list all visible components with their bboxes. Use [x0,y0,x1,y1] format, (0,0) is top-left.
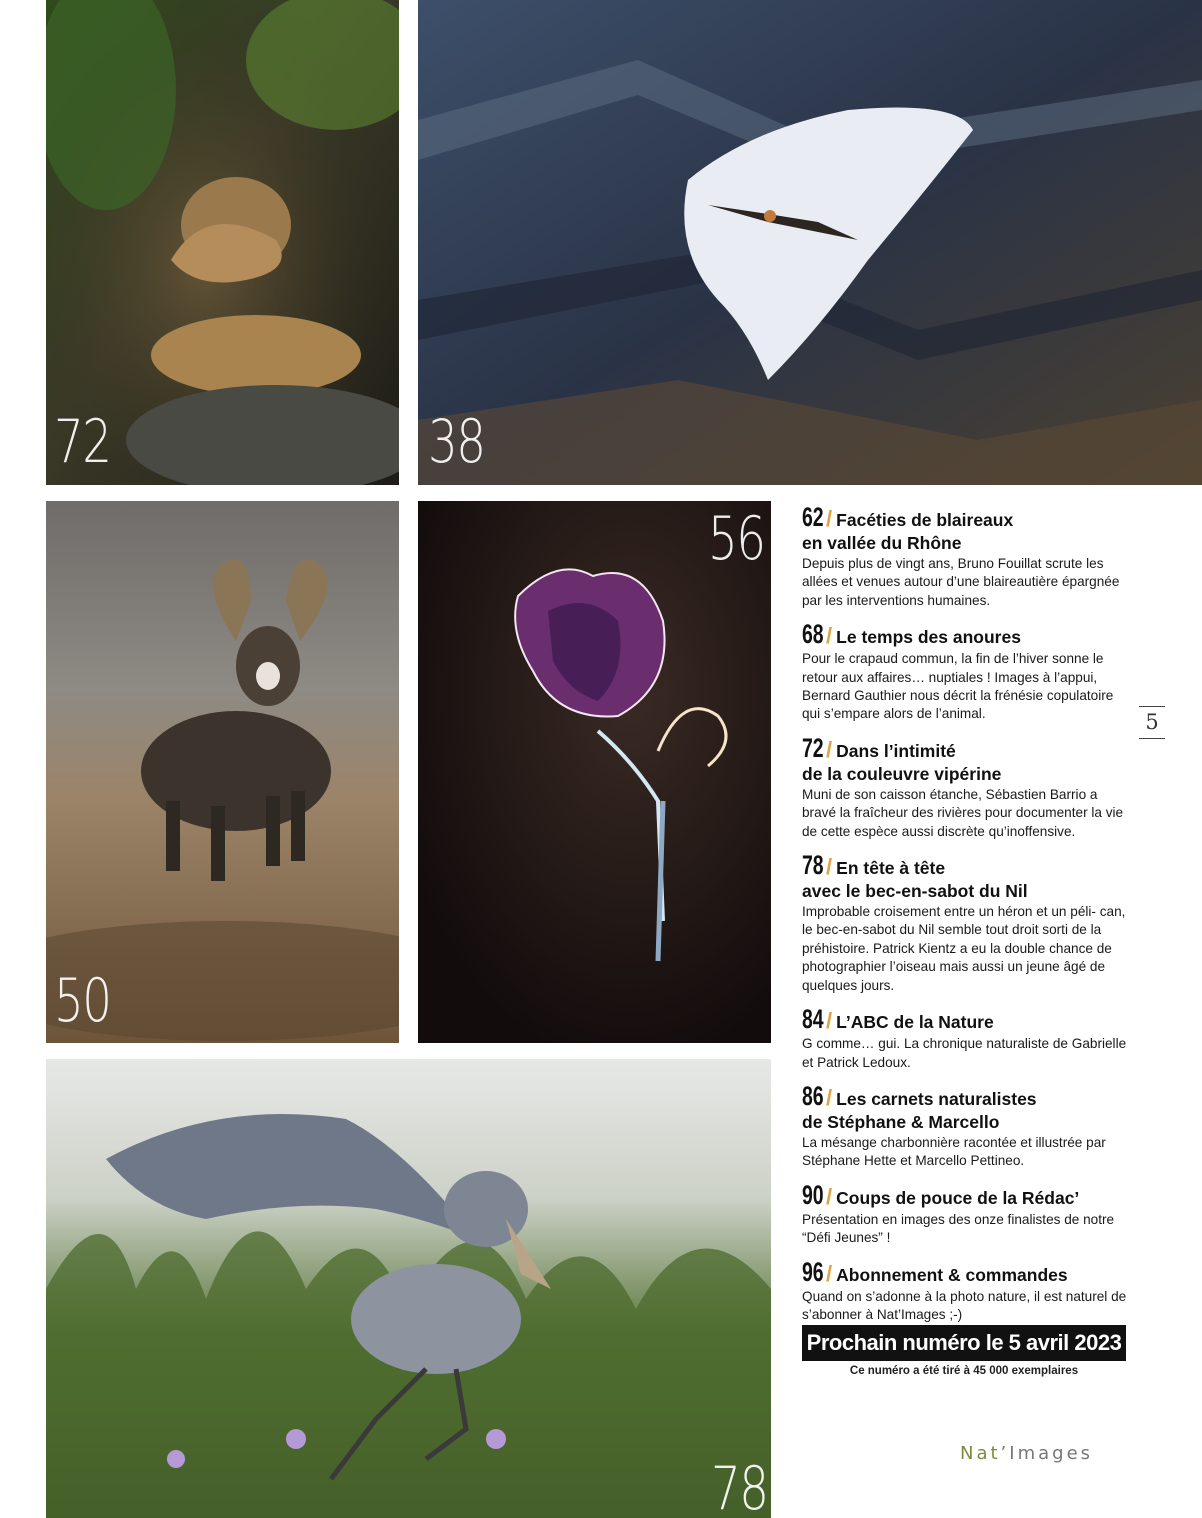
bighorn-sheep-photo-icon [46,501,399,1043]
slash-separator: / [826,1084,833,1110]
shoebill-photo [46,1059,771,1518]
toc-page-number: 72 [802,732,824,763]
brand-part-1: Nat’ [960,1443,1010,1464]
toc-description: Muni de son caisson étanche, Sébastien Barrio a bravé la fraîcheur des rivières pour documenter la vie de cette espèce aussi discrète qu’inoffensive. [802,786,1124,839]
toc-description: Pour le crapaud commun, la fin de l’hiver sonne le retour aux affaires… nuptiales ! Images à l’appui, Bernard Gauthier nous décrit la frénésie copulatoire qui s’empare alors de l’animal. [802,651,1114,722]
toc-page-number: 84 [802,1004,824,1035]
flower-photo [418,501,771,1043]
slash-separator: / [826,506,833,531]
slash-separator: / [826,1008,833,1034]
toc-entry[interactable] [802,620,1132,724]
bearded-vulture-photo-icon [418,0,1202,485]
toc-page-number: 62 [802,502,824,532]
toc-title: Facéties de blaireaux [836,510,1014,530]
sheep-photo [46,501,399,1043]
toc-title: Coups de pouce de la Rédac’ [836,1187,1080,1208]
toc-title: L’ABC de la Nature [836,1012,994,1033]
shoebill-photo-icon [46,1059,771,1518]
toc-entry[interactable] [802,851,1132,995]
brand-part-2: Images [1009,1443,1094,1464]
slash-separator: / [826,623,833,649]
toc-page-number: 96 [802,1256,824,1287]
toc-description: Depuis plus de vingt ans, Bruno Fouillat scrute les allées et venues autour d’une blaireautière épargnée par les interventions humaines. [802,556,1120,608]
toc-entry[interactable] [802,734,1132,841]
toc-description: Quand on s’adonne à la photo nature, il est naturel de s’abonner à Nat’Images ;-) [802,1288,1127,1322]
toc-title-line2: de la couleuvre vipérine [802,763,1002,784]
toc-entry[interactable] [802,1181,1132,1248]
toc-entry[interactable] [802,1082,1132,1171]
toc-description: Improbable croisement entre un héron et un péli- can, le bec-en-sabot du Nil semble tout droit sorti de la préhistoire. Patrick Kientz a eu la double chance de photographier l’oiseau mais aussi un jeune âgé de quelques jours. [802,904,1126,993]
toc-description: La mésange charbonnière racontée et illustrée par Stéphane Hette et Marcello Pettineo. [802,1134,1106,1169]
slash-separator: / [826,1260,833,1286]
toc-description: Présentation en images des onze finalistes de notre “Défi Jeunes” ! [802,1211,1115,1246]
toc-title-line2: en vallée du Rhône [802,533,962,553]
vulture-photo [418,0,1202,485]
toc-page-number: 78 [802,850,824,881]
toc-page-number: 68 [802,619,824,650]
page-number-label: 72 [54,407,111,477]
page-folio: 5 [1139,706,1165,739]
viper-photo [46,0,399,485]
page-number-label: 56 [708,504,765,574]
slash-separator: / [826,736,833,762]
toc-title: En tête à tête [836,858,946,879]
toc-page-number: 90 [802,1179,824,1210]
page-number-label: 38 [428,407,485,477]
toc-title: Les carnets naturalistes [836,1088,1037,1109]
magazine-brand [960,1443,1093,1464]
page-number-label: 50 [54,966,111,1036]
toc-entry[interactable] [802,1005,1132,1072]
toc-entry[interactable] [802,503,1132,610]
toc-page-number: 86 [802,1080,824,1111]
pasqueflower-photo-icon [418,501,771,1043]
toc-title-line2: avec le bec-en-sabot du Nil [802,881,1028,902]
toc-entry[interactable] [802,1258,1132,1325]
toc-title: Dans l’intimité [836,740,956,761]
table-of-contents [802,503,1132,1334]
toc-description: G comme… gui. La chronique naturaliste de Gabrielle et Patrick Ledoux. [802,1036,1127,1070]
toc-title: Le temps des anoures [836,627,1021,648]
toc-title: Abonnement & commandes [836,1264,1068,1285]
toc-title-line2: de Stéphane & Marcello [802,1111,1000,1132]
slash-separator: / [826,1183,833,1209]
print-run-note: Ce numéro a été tiré à 45 000 exemplaires [849,1365,1079,1377]
page-number-label: 78 [711,1454,768,1518]
slash-separator: / [826,854,833,880]
next-issue-banner: Prochain numéro le 5 avril 2023 [802,1325,1126,1361]
